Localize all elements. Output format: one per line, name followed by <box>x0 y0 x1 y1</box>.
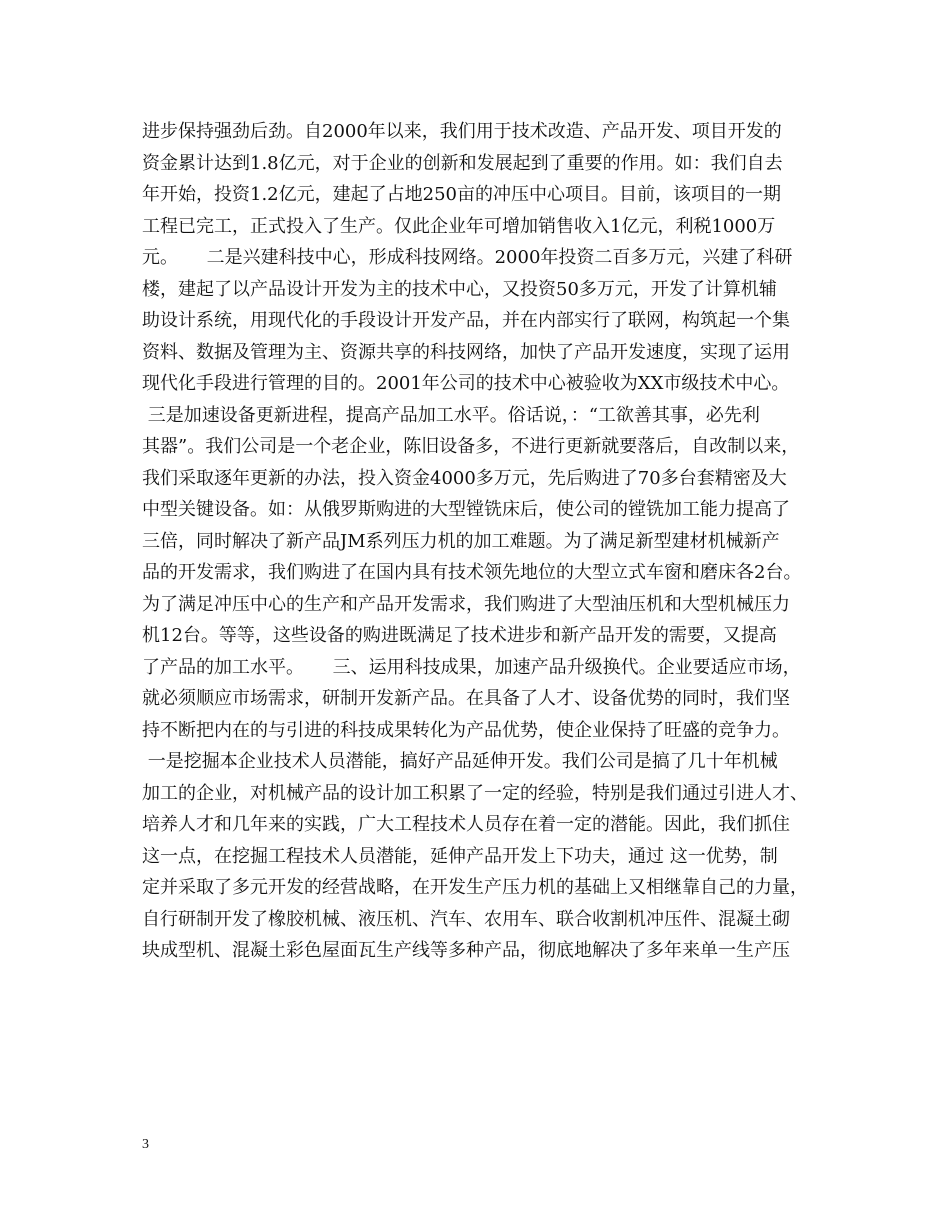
text-line: 块成型机、混凝土彩色屋面瓦生产线等多种产品，彻底地解决了多年来单一生产压 <box>142 940 790 961</box>
text-line: 培养人才和几年来的实践，广大工程技术人员存在着一定的潜能。因此，我们抓住 <box>142 814 790 835</box>
text-line: 楼，建起了以产品设计开发为主的技术中心，又投资50多万元，开发了计算机辅 <box>142 278 777 300</box>
text-line: 资料、数据及管理为主、资源共享的科技网络，加快了产品开发速度，实现了运用 <box>142 341 790 363</box>
page-number: 3 <box>142 1137 149 1152</box>
text-line: 进步保持强劲后劲。自2000年以来，我们用于技术改造、产品开发、项目开发的 <box>142 121 782 142</box>
text-line: 三倍，同时解决了新产品JM系列压力机的加工难题。为了满足新型建材机械新产 <box>142 530 780 552</box>
text-line: 品的开发需求，我们购进了在国内具有技术领先地位的大型立式车窗和磨床各2台。 <box>142 562 802 583</box>
text-line: 年开始，投资1.2亿元，建起了占地250亩的冲压中心项目。目前，该项目的一期 <box>142 184 781 205</box>
text-line: 持不断把内在的与引进的科技成果转化为产品优势，使企业保持了旺盛的竞争力。 <box>142 719 790 741</box>
text-line: 加工的企业，对机械产品的设计加工积累了一定的经验，特别是我们通过引进人才、 <box>142 782 808 804</box>
text-line: 为了满足冲压中心的生产和产品开发需求，我们购进了大型油压机和大型机械压力 <box>142 593 790 615</box>
text-line: 其器”。我们公司是一个老企业，陈旧设备多，不进行更新就要落后，自改制以来， <box>142 436 800 457</box>
text-line: 三是加速设备更新进程，提高产品加工水平。俗话说，：“工欲善其事，必先利 <box>142 404 760 426</box>
text-line: 中型关键设备。如：从俄罗斯购进的大型镗铣床后，使公司的镗铣加工能力提高了 <box>142 499 790 520</box>
text-line: 我们采取逐年更新的办法，投入资金4000多万元，先后购进了70多台套精密及大 <box>142 467 787 489</box>
text-line: 自行研制开发了橡胶机械、液压机、汽车、农用车、联合收割机冲压件、混凝土砌 <box>142 908 790 930</box>
text-line: 了产品的加工水平。 三、运用科技成果，加速产品升级换代。企业要适应市场， <box>142 656 801 678</box>
text-line: 工程已完工，正式投入了生产。仅此企业年可增加销售收入1亿元，利税1000万 <box>142 215 776 237</box>
text-line: 这一点，在挖掘工程技术人员潜能，延伸产品开发上下功夫，通过 这一优势，制 <box>142 845 778 867</box>
body-text <box>142 116 842 967</box>
text-line: 一是挖掘本企业技术人员潜能，搞好产品延伸开发。我们公司是搞了几十年机械 <box>142 751 778 772</box>
text-line: 助设计系统，用现代化的手段设计开发产品，并在内部实行了联网，构筑起一个集 <box>142 310 790 331</box>
text-line: 元。 二是兴建科技中心，形成科技网络。2000年投资二百多万元，兴建了科研 <box>142 247 793 268</box>
text-line: 就必须顺应市场需求，研制开发新产品。在具备了人才、设备优势的同时，我们坚 <box>142 688 790 709</box>
text-line: 定并采取了多元开发的经营战略，在开发生产压力机的基础上又相继靠自己的力量， <box>142 877 808 898</box>
text-line: 资金累计达到1.8亿元，对于企业的创新和发展起到了重要的作用。如：我们自去 <box>142 152 783 174</box>
text-line: 机12台。等等，这些设备的购进既满足了技术进步和新产品开发的需要，又提高 <box>142 625 777 646</box>
text-line: 现代化手段进行管理的目的。2001年公司的技术中心被验收为XX市级技术中心。 <box>142 373 790 394</box>
